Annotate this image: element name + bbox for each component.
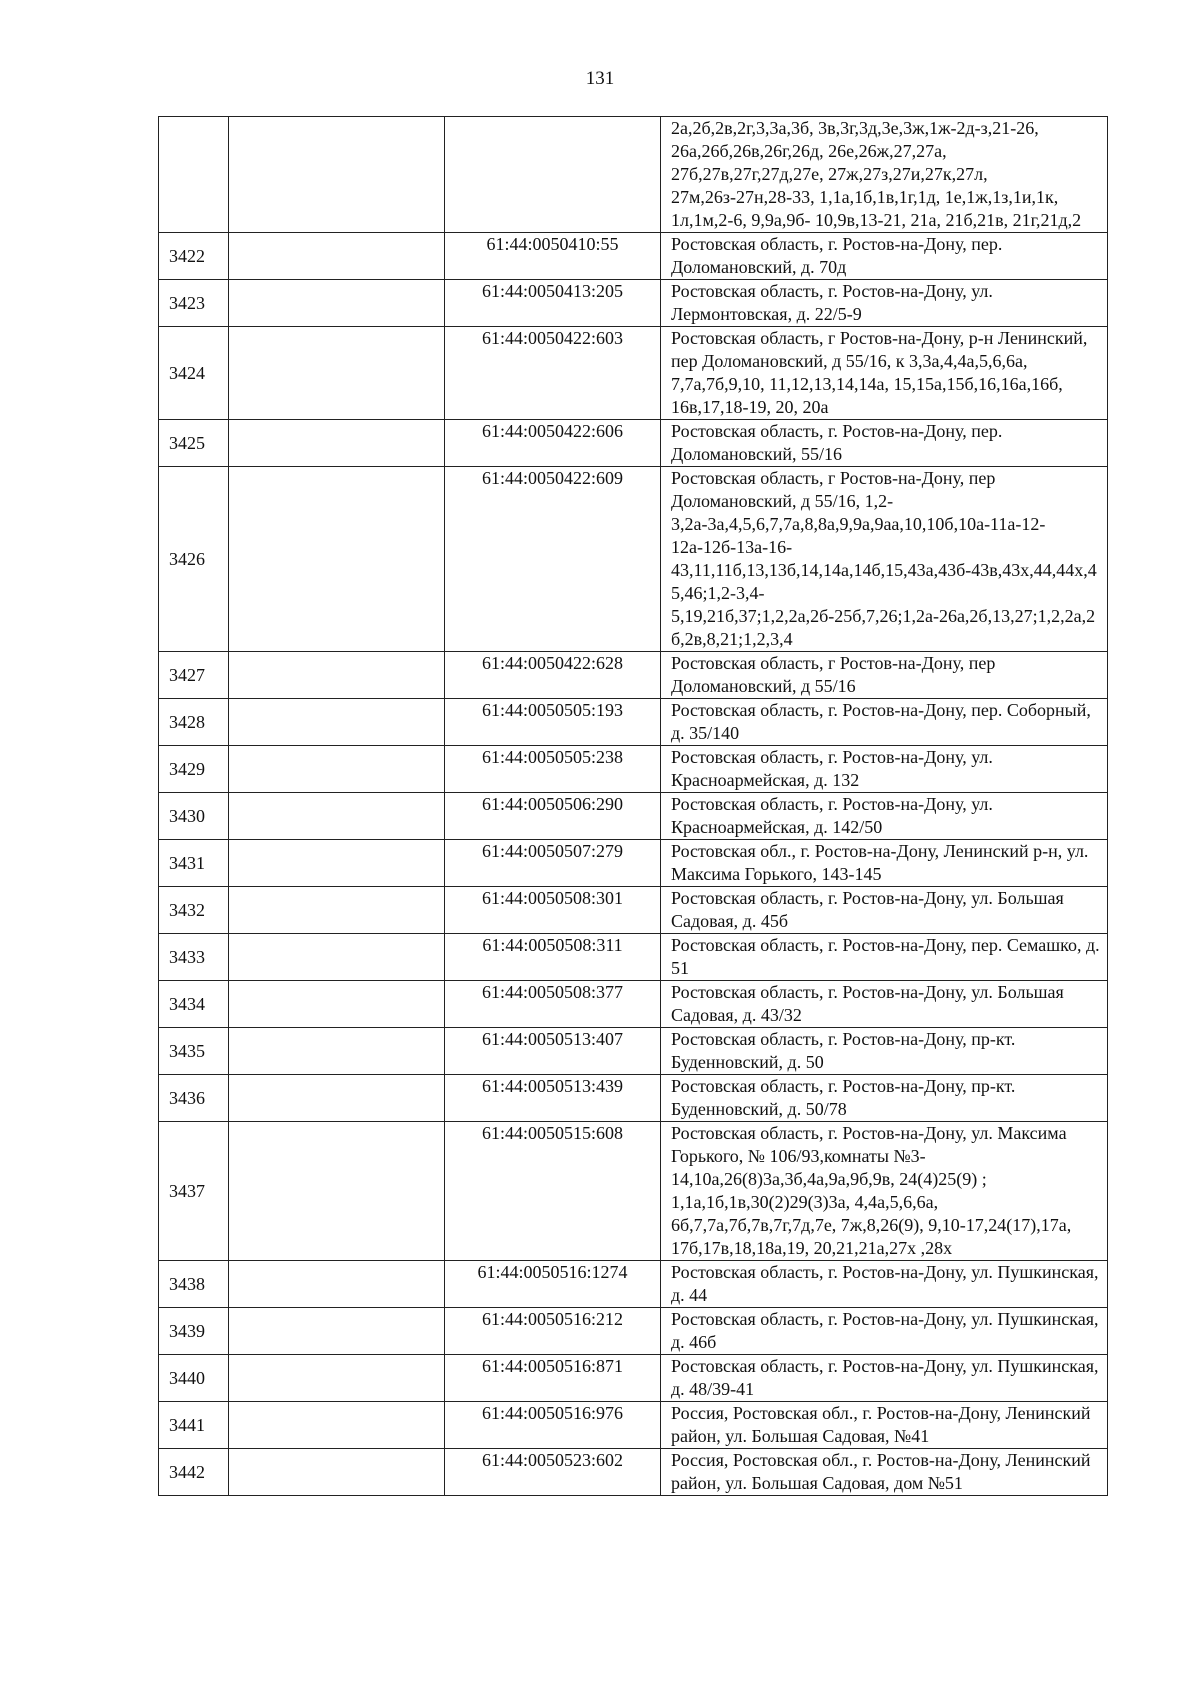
address-cell: 2а,2б,2в,2г,3,3а,3б, 3в,3г,3д,3е,3ж,1ж-2д-з,21-26, 26а,26б,26в,26г,26д, 26е,26ж,27,27а, 27б,27в,27г,27д,27е, 27ж,27з,27и,27к,27л, 27м,26з-27н,28-33, 1,1а,1б,1в,1г,1д, 1е,1ж,1з,1и,1к, 1л,1м,2-6, 9,9а,9б- 10,9в,13-21, 21а, 21б,21в, 21г,21д,2 xyxy=(661,117,1108,233)
cadastral-number-cell: 61:44:0050505:193 xyxy=(445,699,661,746)
table-row xyxy=(159,699,1108,746)
row-number-cell: 3441 xyxy=(159,1402,229,1449)
cadastral-number-cell: 61:44:0050422:603 xyxy=(445,327,661,420)
address-cell: Ростовская область, г. Ростов-на-Дону, пер. Доломановский, д. 70д xyxy=(661,233,1108,280)
row-number-cell: 3431 xyxy=(159,840,229,887)
address-cell: Ростовская область, г. Ростов-на-Дону, ул. Красноармейская, д. 132 xyxy=(661,746,1108,793)
row-number-cell: 3424 xyxy=(159,327,229,420)
registry-table xyxy=(158,116,1108,1496)
row-blank-cell xyxy=(229,652,445,699)
page-number: 131 xyxy=(585,68,615,89)
row-number-cell: 3430 xyxy=(159,793,229,840)
address-cell: Ростовская область, г. Ростов-на-Дону, пер. Семашко, д. 51 xyxy=(661,934,1108,981)
cadastral-number-cell: 61:44:0050513:439 xyxy=(445,1075,661,1122)
row-number-cell: 3435 xyxy=(159,1028,229,1075)
cadastral-number-cell: 61:44:0050515:608 xyxy=(445,1122,661,1261)
address-cell: Ростовская обл., г. Ростов-на-Дону, Ленинский р-н, ул. Максима Горького, 143-145 xyxy=(661,840,1108,887)
cadastral-number-cell: 61:44:0050516:212 xyxy=(445,1308,661,1355)
cadastral-number-cell: 61:44:0050523:602 xyxy=(445,1449,661,1496)
table-row xyxy=(159,1122,1108,1261)
table-row xyxy=(159,420,1108,467)
address-cell: Ростовская область, г. Ростов-на-Дону, пр-кт. Буденновский, д. 50 xyxy=(661,1028,1108,1075)
address-cell: Ростовская область, г. Ростов-на-Дону, пр-кт. Буденновский, д. 50/78 xyxy=(661,1075,1108,1122)
row-blank-cell xyxy=(229,1122,445,1261)
row-blank-cell xyxy=(229,746,445,793)
cadastral-number-cell: 61:44:0050422:609 xyxy=(445,467,661,652)
row-number-cell: 3436 xyxy=(159,1075,229,1122)
table-row xyxy=(159,981,1108,1028)
table-row xyxy=(159,1355,1108,1402)
row-blank-cell xyxy=(229,280,445,327)
table-row xyxy=(159,652,1108,699)
row-blank-cell xyxy=(229,1449,445,1496)
cadastral-number-cell: 61:44:0050422:628 xyxy=(445,652,661,699)
row-number-cell: 3442 xyxy=(159,1449,229,1496)
row-number-cell: 3428 xyxy=(159,699,229,746)
address-cell: Ростовская область, г. Ростов-на-Дону, ул. Пушкинская, д. 44 xyxy=(661,1261,1108,1308)
table-row xyxy=(159,840,1108,887)
cadastral-number-cell: 61:44:0050516:976 xyxy=(445,1402,661,1449)
table-row xyxy=(159,1028,1108,1075)
table-row xyxy=(159,793,1108,840)
address-cell: Ростовская область, г Ростов-на-Дону, пер Доломановский, д 55/16, 1,2-3,2а-3а,4,5,6,7,7а,8,8а,9,9а,9аа,10,10б,10а-11а-12-12а-12б-13а-16-43,11,11б,13,13б,14,14а,14б,15,43а,43б-43в,43х,44,44х,45,46;1,2-3,4-5,19,21б,37;1,2,2а,2б-25б,7,26;1,2а-26а,2б,13,27;1,2,2а,2б,2в,8,21;1,2,3,4 xyxy=(661,467,1108,652)
cadastral-number-cell: 61:44:0050422:606 xyxy=(445,420,661,467)
address-cell: Ростовская область, г. Ростов-на-Дону, ул. Пушкинская, д. 46б xyxy=(661,1308,1108,1355)
address-cell: Ростовская область, г Ростов-на-Дону, р-н Ленинский, пер Доломановский, д 55/16, к 3,3а,4,4а,5,6,6а, 7,7а,7б,9,10, 11,12,13,14,14а, 15,15а,15б,16,16а,16б, 16в,17,18-19, 20, 20а xyxy=(661,327,1108,420)
row-blank-cell xyxy=(229,934,445,981)
row-number-cell: 3429 xyxy=(159,746,229,793)
address-cell: Ростовская область, г. Ростов-на-Дону, пер. Соборный, д. 35/140 xyxy=(661,699,1108,746)
address-cell: Россия, Ростовская обл., г. Ростов-на-Дону, Ленинский район, ул. Большая Садовая, дом №51 xyxy=(661,1449,1108,1496)
table-row xyxy=(159,117,1108,233)
table-row xyxy=(159,467,1108,652)
address-cell: Ростовская область, г. Ростов-на-Дону, ул. Большая Садовая, д. 43/32 xyxy=(661,981,1108,1028)
row-number-cell: 3433 xyxy=(159,934,229,981)
cadastral-number-cell: 61:44:0050516:1274 xyxy=(445,1261,661,1308)
row-number-cell: 3422 xyxy=(159,233,229,280)
row-blank-cell xyxy=(229,1402,445,1449)
row-blank-cell xyxy=(229,887,445,934)
cadastral-number-cell: 61:44:0050505:238 xyxy=(445,746,661,793)
row-number-cell: 3440 xyxy=(159,1355,229,1402)
row-blank-cell xyxy=(229,467,445,652)
registry-table-body xyxy=(159,117,1108,1496)
row-blank-cell xyxy=(229,327,445,420)
cadastral-number-cell: 61:44:0050413:205 xyxy=(445,280,661,327)
table-row xyxy=(159,934,1108,981)
table-row xyxy=(159,746,1108,793)
row-number-cell: 3426 xyxy=(159,467,229,652)
table-row xyxy=(159,327,1108,420)
table-row xyxy=(159,1402,1108,1449)
table-row xyxy=(159,1308,1108,1355)
address-cell: Ростовская область, г. Ростов-на-Дону, ул. Пушкинская, д. 48/39-41 xyxy=(661,1355,1108,1402)
row-blank-cell xyxy=(229,981,445,1028)
table-row xyxy=(159,887,1108,934)
row-blank-cell xyxy=(229,840,445,887)
address-cell: Ростовская область, г. Ростов-на-Дону, ул. Большая Садовая, д. 45б xyxy=(661,887,1108,934)
row-blank-cell xyxy=(229,1028,445,1075)
row-number-cell: 3432 xyxy=(159,887,229,934)
cadastral-number-cell: 61:44:0050410:55 xyxy=(445,233,661,280)
cadastral-number-cell: 61:44:0050508:301 xyxy=(445,887,661,934)
cadastral-number-cell: 61:44:0050506:290 xyxy=(445,793,661,840)
cadastral-number-cell: 61:44:0050508:311 xyxy=(445,934,661,981)
row-blank-cell xyxy=(229,117,445,233)
address-cell: Россия, Ростовская обл., г. Ростов-на-Дону, Ленинский район, ул. Большая Садовая, №41 xyxy=(661,1402,1108,1449)
table-row xyxy=(159,1075,1108,1122)
row-blank-cell xyxy=(229,793,445,840)
cadastral-number-cell xyxy=(445,117,661,233)
row-number-cell: 3439 xyxy=(159,1308,229,1355)
address-cell: Ростовская область, г. Ростов-на-Дону, ул. Красноармейская, д. 142/50 xyxy=(661,793,1108,840)
row-blank-cell xyxy=(229,699,445,746)
cadastral-number-cell: 61:44:0050516:871 xyxy=(445,1355,661,1402)
address-cell: Ростовская область, г. Ростов-на-Дону, пер. Доломановский, 55/16 xyxy=(661,420,1108,467)
row-number-cell: 3437 xyxy=(159,1122,229,1261)
row-blank-cell xyxy=(229,1075,445,1122)
address-cell: Ростовская область, г Ростов-на-Дону, пер Доломановский, д 55/16 xyxy=(661,652,1108,699)
address-cell: Ростовская область, г. Ростов-на-Дону, ул. Максима Горького, № 106/93,комнаты №3-14,10а,26(8)3а,3б,4а,9а,9б,9в, 24(4)25(9) ; 1,1а,1б,1в,30(2)29(3)3а, 4,4а,5,6,6а, 6б,7,7а,7б,7в,7г,7д,7е, 7ж,8,26(9), 9,10-17,24(17),17а, 17б,17в,18,18а,19, 20,21,21а,27х ,28х xyxy=(661,1122,1108,1261)
row-number-cell: 3423 xyxy=(159,280,229,327)
row-number-cell: 3427 xyxy=(159,652,229,699)
table-row xyxy=(159,1449,1108,1496)
cadastral-number-cell: 61:44:0050508:377 xyxy=(445,981,661,1028)
row-blank-cell xyxy=(229,1261,445,1308)
table-row xyxy=(159,233,1108,280)
table-row xyxy=(159,1261,1108,1308)
table-row xyxy=(159,280,1108,327)
row-blank-cell xyxy=(229,420,445,467)
address-cell: Ростовская область, г. Ростов-на-Дону, ул. Лермонтовская, д. 22/5-9 xyxy=(661,280,1108,327)
row-number-cell: 3434 xyxy=(159,981,229,1028)
row-number-cell: 3425 xyxy=(159,420,229,467)
row-number-cell: 3438 xyxy=(159,1261,229,1308)
cadastral-number-cell: 61:44:0050507:279 xyxy=(445,840,661,887)
row-blank-cell xyxy=(229,233,445,280)
row-blank-cell xyxy=(229,1308,445,1355)
cadastral-number-cell: 61:44:0050513:407 xyxy=(445,1028,661,1075)
row-blank-cell xyxy=(229,1355,445,1402)
row-number-cell xyxy=(159,117,229,233)
